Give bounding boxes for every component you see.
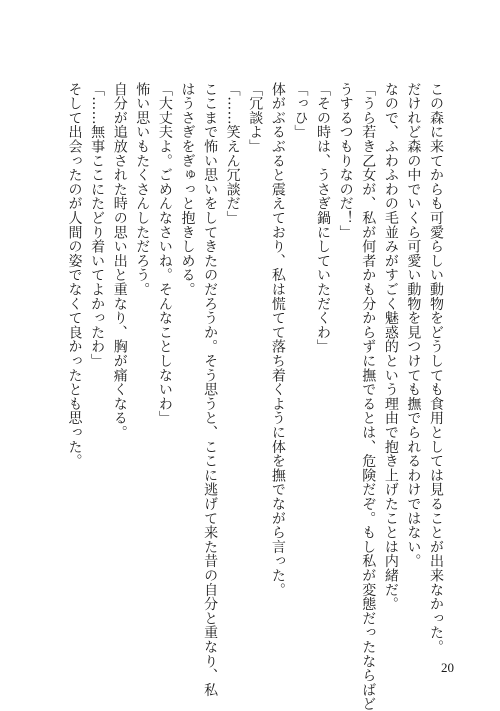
text-line: 「冗談よ」 [247, 82, 264, 154]
page-number: 20 [441, 660, 454, 675]
text-line: 「っひ」 [292, 82, 309, 140]
text-line: そして出会ったのが人間の姿でなくて良かったとも思った。 [66, 82, 83, 469]
text-line: 「……無事ここにたどり着いてよかったわ」 [89, 82, 106, 368]
text-line: 「大丈夫よ。ごめんなさいね。そんなことしないわ」 [156, 82, 173, 426]
text-line: 「うら若き乙女が、私が何者かも分からずに撫でるとは、危険だぞ。もし私が変態だったならばど [360, 82, 377, 711]
text-line: 体がぶるぶると震えており、私は慌てて落ち着くように体を撫でながら言った。 [269, 82, 286, 597]
text-line: うするつもりなのだ！」 [337, 82, 354, 240]
text-line: 「……笑えん冗談だ」 [224, 82, 241, 225]
text-line: ここまで怖い思いをしてきたのだろうか。そう思うと、ここに逃げて来た昔の自分と重なり、私 [202, 82, 219, 697]
text-line: だけれど森の中でいくら可愛い動物を見つけても撫でられるわけではない。 [405, 82, 422, 569]
text-line: はうさぎをぎゅっと抱きしめる。 [179, 82, 196, 297]
text-line: この森に来てからも可愛らしい動物をどうしても食用としては見ることが出来なかった。 [428, 82, 444, 654]
vertical-text-body [47, 82, 447, 711]
text-line: 「その時は、うさぎ鍋にしていただくわ」 [315, 82, 332, 354]
text-line: 自分が追放された時の思い出と重なり、胸が痛くなる。 [111, 82, 128, 440]
text-line: 怖い思いもたくさんしただろう。 [134, 82, 151, 297]
text-line: なので、ふわふわの毛並みがすごく魅惑的という理由で抱き上げたことは内緒だ。 [382, 82, 399, 612]
